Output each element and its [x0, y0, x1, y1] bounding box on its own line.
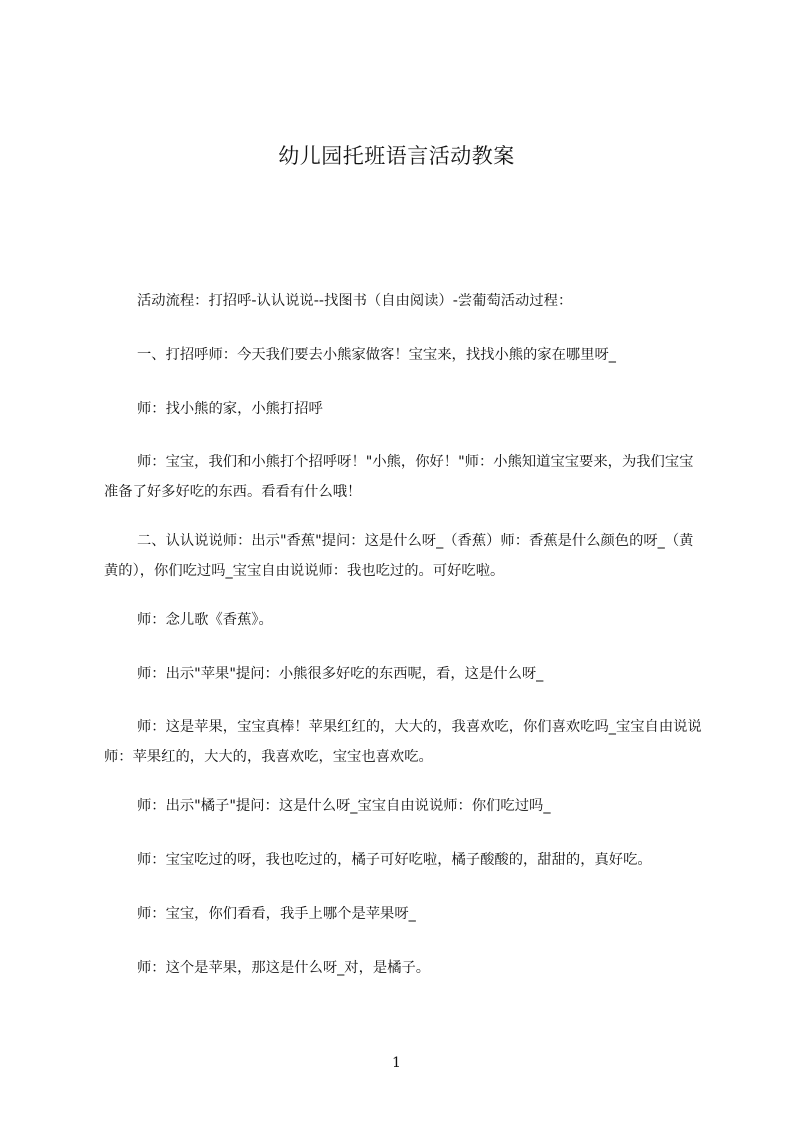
paragraph-banana-song: 师：念儿歌《香蕉》。	[137, 612, 273, 628]
paragraph-this-is-apple: 师：这个是苹果，那这是什么呀_对，是橘子。	[137, 960, 431, 976]
document-title: 幼儿园托班语言活动教案	[278, 144, 515, 168]
paragraph-hello-bear: 师：宝宝，我们和小熊打个招呼呀！"小熊，你好！"师：小熊知道宝宝要来，为我们宝宝准备了好多好吃的东西。看看有什么哦！	[104, 454, 694, 500]
paragraph-banana: 二、认认说说师：出示"香蕉"提问：这是什么呀_（香蕉）师：香蕉是什么颜色的呀_（黄黄的），你们吃过吗_宝宝自由说说师：我也吃过的。可好吃啦。	[104, 533, 694, 579]
paragraph-apple: 师：这是苹果，宝宝真棒！苹果红红的，大大的，我喜欢吃，你们喜欢吃吗_宝宝自由说说师：苹果红的，大大的，我喜欢吃，宝宝也喜欢吃。	[104, 719, 702, 765]
page-number: 1	[392, 1055, 401, 1071]
paragraph-orange-question: 师：出示"橘子"提问：这是什么呀_宝宝自由说说师：你们吃过吗_	[137, 798, 551, 814]
paragraph-greeting: 一、打招呼师：今天我们要去小熊家做客！宝宝来，找找小熊的家在哪里呀_	[137, 347, 616, 363]
paragraph-orange: 师：宝宝吃过的呀，我也吃过的，橘子可好吃啦，橘子酸酸的，甜甜的，真好吃。	[137, 852, 652, 868]
paragraph-process: 活动流程：打招呼-认认说说--找图书（自由阅读）-尝葡萄活动过程：	[137, 293, 573, 309]
paragraph-which-apple: 师：宝宝，你们看看，我手上哪个是苹果呀_	[137, 906, 416, 922]
paragraph-apple-question: 师：出示"苹果"提问：小熊很多好吃的东西呢，看，这是什么呀_	[137, 666, 544, 682]
paragraph-find-bear: 师：找小熊的家，小熊打招呼	[137, 401, 323, 417]
